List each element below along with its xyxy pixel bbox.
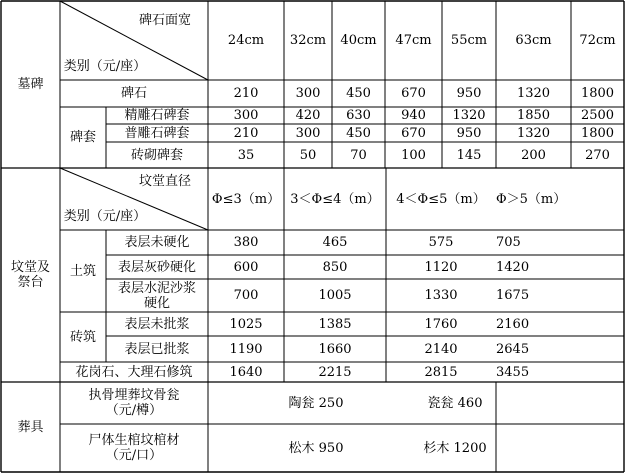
mound-header-diameter: 坟堂直径 <box>138 173 191 189</box>
diameter-header: Φ＞5（m） <box>496 191 567 207</box>
tomb-header-category: 类别（元/座） <box>63 58 147 74</box>
price-cell: 1320 <box>516 125 551 141</box>
row-label-mound: 表层未硬化 <box>124 235 190 250</box>
diameter-header: 4＜Φ≤5（m） <box>396 191 486 207</box>
price-cell: 210 <box>233 86 259 101</box>
row-label-stone: 碑石 <box>120 86 147 101</box>
width-header: 40cm <box>340 33 377 48</box>
price-cell: 270 <box>585 147 610 163</box>
price-cell: 100 <box>401 147 426 163</box>
price-cell: 2500 <box>580 108 615 123</box>
price-cell: 1660 <box>318 341 352 357</box>
price-cell: 35 <box>237 147 255 163</box>
price-cell: 1190 <box>229 341 263 357</box>
width-header: 55cm <box>450 33 488 48</box>
group-label-construction: 土筑 <box>69 263 96 279</box>
price-cell: 50 <box>299 147 317 163</box>
diameter-header: Φ≤3（m） <box>211 191 281 207</box>
row-label-cover: 精雕石碑套 <box>124 108 190 123</box>
price-cell: 1850 <box>516 108 551 123</box>
section-label-burial: 葬具 <box>17 419 44 435</box>
price-cell: 700 <box>233 288 259 303</box>
price-cell: 1800 <box>580 125 615 141</box>
price-cell: 670 <box>401 86 426 101</box>
price-cell: 950 <box>456 125 482 141</box>
price-cell: 1320 <box>516 86 551 101</box>
price-cell: 300 <box>295 86 321 101</box>
width-header: 47cm <box>395 33 432 48</box>
price-cell: 450 <box>346 125 371 141</box>
price-cell: 1640 <box>229 364 263 380</box>
price-cell: 200 <box>521 147 546 163</box>
price-cell: 210 <box>233 125 259 141</box>
row-label-burial: 尸体生棺坟棺材 （元/口） <box>88 433 180 463</box>
price-cell: 850 <box>322 259 348 275</box>
price-cell: 380 <box>233 235 259 250</box>
price-cell: 670 <box>401 125 426 141</box>
row-label-cover: 普雕石碑套 <box>124 125 190 141</box>
price-cell: 600 <box>233 259 259 275</box>
price-cell: 300 <box>233 108 259 123</box>
group-label-construction: 砖筑 <box>69 329 96 345</box>
price-cell: 2815 <box>424 364 458 380</box>
burial-price: 松木 950 <box>288 440 344 456</box>
price-cell: 1760 <box>424 316 458 332</box>
price-cell: 420 <box>295 108 321 123</box>
price-cell: 2160 <box>496 316 530 332</box>
price-cell: 3455 <box>496 364 530 380</box>
row-label-mound: 表层水泥沙浆 硬化 <box>117 280 196 311</box>
diameter-header: 3＜Φ≤4（m） <box>290 191 380 207</box>
tomb-header-width: 碑石面宽 <box>138 13 191 28</box>
width-header: 24cm <box>227 33 265 48</box>
price-cell: 950 <box>456 86 482 101</box>
price-cell: 1120 <box>424 259 458 275</box>
section-label-mound: 坟堂及 祭台 <box>10 260 50 290</box>
price-cell: 705 <box>496 235 521 250</box>
price-cell: 70 <box>350 147 367 163</box>
burial-price: 陶瓮 250 <box>288 395 344 411</box>
price-cell: 1800 <box>580 86 615 101</box>
row-label-mound: 表层灰砂硬化 <box>117 259 196 275</box>
price-cell: 575 <box>428 235 454 250</box>
price-cell: 1025 <box>229 316 263 332</box>
price-cell: 145 <box>456 147 482 163</box>
width-header: 32cm <box>289 33 327 48</box>
row-label-mound: 表层未批浆 <box>124 316 190 332</box>
row-label-cover: 砖砌碑套 <box>130 147 183 163</box>
width-header: 72cm <box>579 33 616 48</box>
price-cell: 1320 <box>452 108 486 123</box>
price-cell: 1385 <box>318 316 352 332</box>
mound-header-category: 类别（元/座） <box>63 208 147 224</box>
price-cell: 2215 <box>318 364 352 380</box>
price-cell: 2140 <box>424 341 458 357</box>
price-cell: 300 <box>295 125 321 141</box>
row-label-granite: 花岗石、大理石修筑 <box>75 364 193 380</box>
burial-price: 瓷瓮 460 <box>427 395 483 411</box>
price-cell: 1005 <box>318 288 352 303</box>
price-cell: 630 <box>346 108 371 123</box>
price-cell: 450 <box>346 86 371 101</box>
price-cell: 1330 <box>424 288 458 303</box>
row-label-burial: 执骨埋葬坟骨瓮 （元/樽） <box>88 388 180 418</box>
price-cell: 940 <box>401 108 426 123</box>
row-label-mound: 表层已批浆 <box>124 341 190 357</box>
section-label-tomb: 墓碑 <box>17 77 44 92</box>
price-cell: 1675 <box>496 288 530 303</box>
burial-price: 杉木 1200 <box>423 440 487 456</box>
price-cell: 2645 <box>496 341 530 357</box>
price-cell: 1420 <box>496 259 530 275</box>
group-label-cover: 碑套 <box>69 130 96 145</box>
width-header: 63cm <box>515 33 552 48</box>
price-cell: 465 <box>322 235 348 250</box>
